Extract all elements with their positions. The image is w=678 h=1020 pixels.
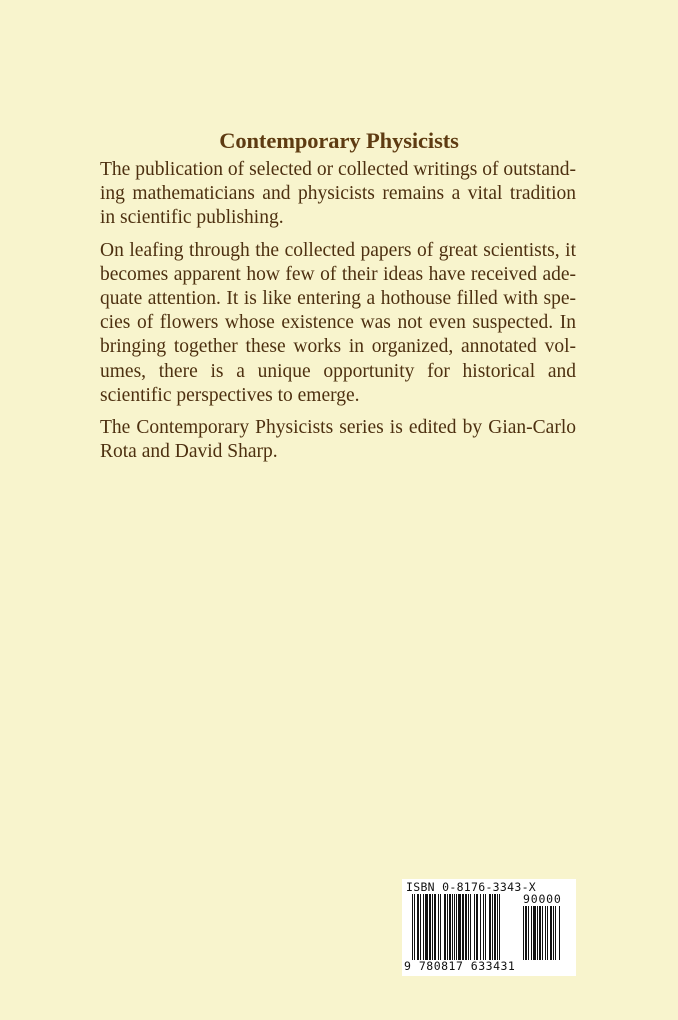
description-paragraph: The Contemporary Physicists series is edited by Gian-Carlo Rota and David Sharp. bbox=[100, 417, 576, 463]
barcode-bar bbox=[447, 894, 448, 960]
barcode-bar bbox=[432, 894, 433, 960]
barcode-bar bbox=[465, 894, 467, 960]
barcode-bar bbox=[483, 894, 484, 960]
barcode-bar bbox=[555, 906, 556, 960]
barcode-bar bbox=[499, 894, 500, 960]
barcode-bar bbox=[438, 894, 439, 960]
isbn-number: ISBN 0-8176-3343-X bbox=[406, 880, 537, 894]
series-title: Contemporary Physicists bbox=[219, 128, 459, 153]
barcode-bar bbox=[425, 894, 428, 960]
barcode-bar bbox=[412, 894, 413, 960]
barcode-bar bbox=[528, 906, 529, 960]
barcode-bar bbox=[456, 894, 457, 960]
barcode-bar bbox=[449, 894, 451, 960]
barcode-bar bbox=[476, 894, 478, 960]
description-paragraph: On leafing through the collected papers of great scientists, it becomes apparent how few of their ideas have received adequate attention. It is like entering a hothouse filled with species of flowers whose existence was not even suspected. In bringing together these works in organized, annotated volumes, there is a unique opportunity for historical and scientific perspectives to emerge. bbox=[100, 239, 576, 406]
barcode-bar bbox=[462, 894, 464, 960]
barcode-bar bbox=[474, 894, 475, 960]
barcode-bar bbox=[492, 894, 493, 960]
barcode-bar bbox=[559, 906, 560, 960]
barcode-bar bbox=[470, 894, 471, 960]
barcode-bar bbox=[440, 894, 441, 960]
barcode-bar bbox=[454, 894, 455, 960]
ean-barcode-bars bbox=[412, 894, 520, 960]
barcode-bar bbox=[417, 894, 419, 960]
series-description bbox=[100, 158, 576, 472]
barcode-bar bbox=[434, 894, 436, 960]
barcode-bar bbox=[494, 894, 496, 960]
price-code: 90000 bbox=[523, 892, 562, 906]
barcode-bar bbox=[523, 906, 524, 960]
barcode-bar bbox=[485, 894, 486, 960]
barcode-bar bbox=[420, 894, 421, 960]
barcode-bar bbox=[458, 894, 461, 960]
barcode-bar bbox=[489, 894, 491, 960]
barcode-bar bbox=[468, 894, 469, 960]
barcode-bar bbox=[539, 906, 541, 960]
barcode-bar bbox=[423, 894, 424, 960]
addon-barcode-bars bbox=[523, 906, 573, 960]
barcode-bar bbox=[531, 906, 532, 960]
barcode-bar bbox=[545, 906, 546, 960]
barcode-bar bbox=[547, 906, 548, 960]
barcode-bar bbox=[480, 894, 481, 960]
barcode-bar bbox=[542, 906, 543, 960]
isbn-barcode bbox=[402, 879, 576, 976]
barcode-bar bbox=[550, 906, 552, 960]
barcode-bar bbox=[444, 894, 446, 960]
barcode-bar bbox=[553, 906, 554, 960]
ean-digits: 9 780817 633431 bbox=[404, 959, 516, 973]
description-paragraph: The publication of selected or collected writings of outstanding mathematicians and physicists remains a vital tradition in scientific publishing. bbox=[100, 159, 576, 229]
barcode-bar bbox=[533, 906, 536, 960]
barcode-bar bbox=[497, 894, 498, 960]
barcode-bar bbox=[537, 906, 538, 960]
barcode-bar bbox=[429, 894, 431, 960]
barcode-bar bbox=[452, 894, 453, 960]
barcode-bar bbox=[414, 894, 415, 960]
barcode-bar bbox=[525, 906, 527, 960]
